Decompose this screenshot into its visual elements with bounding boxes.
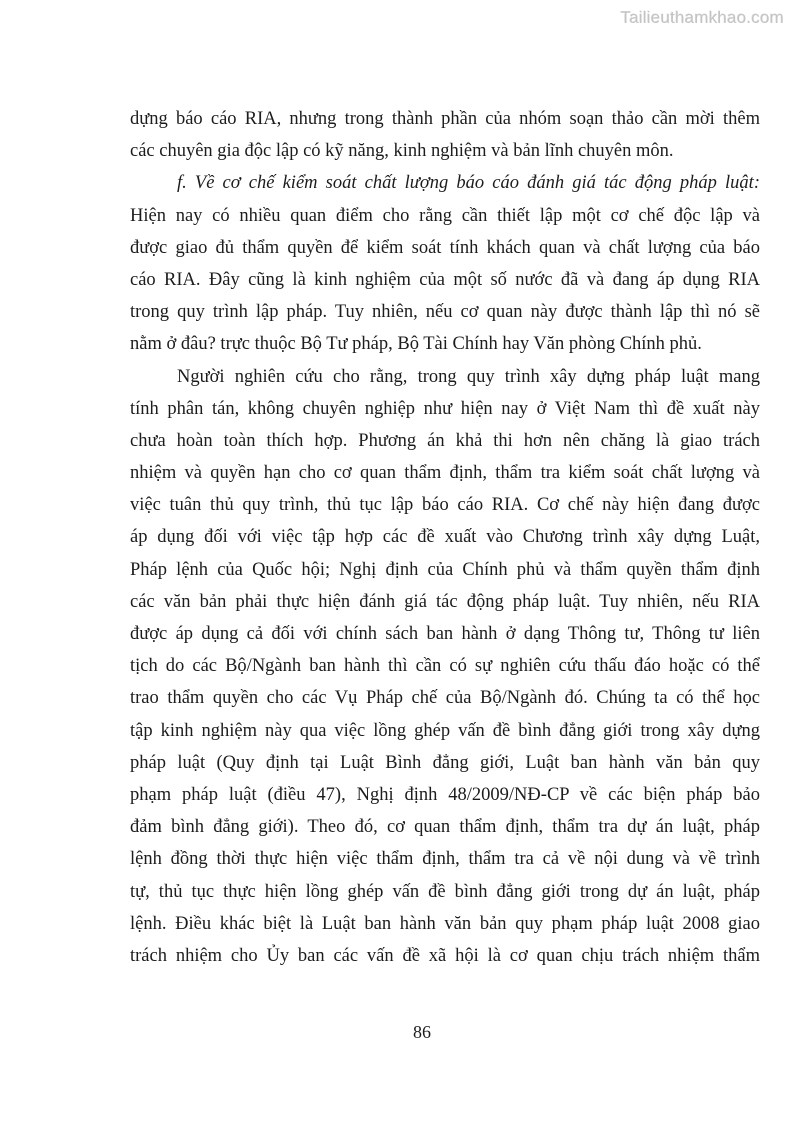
text-line: nằm ở đâu? trực thuộc Bộ Tư pháp, Bộ Tài Chính hay Văn phòng Chính phủ. bbox=[130, 334, 702, 355]
text-line: Hiện nay có nhiều quan điểm cho rằng cần thiết lập một cơ chế độc lập và bbox=[130, 205, 760, 226]
text-line: f. Về cơ chế kiểm soát chất lượng báo cáo đánh giá tác động pháp luật: bbox=[177, 173, 760, 194]
text-line: lệnh đồng thời thực hiện việc thẩm định, thẩm tra cả về nội dung và về trình bbox=[130, 849, 760, 870]
text-line: cáo RIA. Đây cũng là kinh nghiệm của một số nước đã và đang áp dụng RIA bbox=[130, 269, 760, 290]
text-line: đảm bình đẳng giới). Theo đó, cơ quan thẩm định, thẩm tra dự án luật, pháp bbox=[130, 817, 760, 838]
text-line: được áp dụng cả đối với chính sách ban hành ở dạng Thông tư, Thông tư liên bbox=[130, 624, 760, 644]
text-line: các chuyên gia độc lập có kỹ năng, kinh nghiệm và bản lĩnh chuyên môn. bbox=[130, 141, 674, 162]
document-body bbox=[130, 103, 760, 972]
page-number: 86 bbox=[413, 1022, 431, 1042]
text-line: việc tuân thủ quy trình, thủ tục lập báo cáo RIA. Cơ chế này hiện đang được bbox=[130, 495, 760, 516]
text-line: phạm pháp luật (điều 47), Nghị định 48/2009/NĐ-CP về các biện pháp bảo bbox=[130, 784, 760, 805]
text-line: pháp luật (Quy định tại Luật Bình đẳng giới, Luật ban hành văn bản quy bbox=[130, 752, 760, 773]
text-line: trong quy trình lập pháp. Tuy nhiên, nếu cơ quan này được thành lập thì nó sẽ bbox=[130, 302, 760, 323]
text-line: tính phân tán, không chuyên nghiệp như hiện nay ở Việt Nam thì đề xuất này bbox=[130, 398, 760, 419]
text-line: tập kinh nghiệm này qua việc lồng ghép vấn đề bình đẳng giới trong xây dựng bbox=[130, 720, 760, 741]
text-line: Người nghiên cứu cho rằng, trong quy trình xây dựng pháp luật mang bbox=[177, 366, 760, 387]
text-line: được giao đủ thẩm quyền để kiểm soát tính khách quan và chất lượng của báo bbox=[130, 237, 760, 258]
text-line: trao thẩm quyền cho các Vụ Pháp chế của Bộ/Ngành đó. Chúng ta có thể học bbox=[130, 688, 760, 709]
watermark: Tailieuthamkhao.com bbox=[620, 8, 784, 27]
text-line: các văn bản phải thực hiện đánh giá tác động pháp luật. Tuy nhiên, nếu RIA bbox=[130, 591, 760, 612]
text-line: áp dụng đối với việc tập hợp các đề xuất vào Chương trình xây dựng Luật, bbox=[130, 527, 760, 548]
text-line: tịch do các Bộ/Ngành ban hành thì cần có sự nghiên cứu thấu đáo hoặc có thể bbox=[130, 656, 760, 677]
text-line: dựng báo cáo RIA, nhưng trong thành phần của nhóm soạn thảo cần mời thêm bbox=[130, 109, 760, 129]
text-line: tự, thủ tục thực hiện lồng ghép vấn đề bình đẳng giới trong dự án luật, pháp bbox=[130, 881, 760, 902]
text-line: nhiệm và quyền hạn cho cơ quan thẩm định, thẩm tra kiểm soát chất lượng và bbox=[130, 463, 760, 484]
text-line: lệnh. Điều khác biệt là Luật ban hành văn bản quy phạm pháp luật 2008 giao bbox=[130, 913, 760, 934]
text-line: trách nhiệm cho Ủy ban các vấn đề xã hội là cơ quan chịu trách nhiệm thẩm bbox=[130, 945, 760, 966]
text-line: chưa hoàn toàn thích hợp. Phương án khả thi hơn nên chăng là giao trách bbox=[130, 430, 760, 451]
text-line: Pháp lệnh của Quốc hội; Nghị định của Chính phủ và thẩm quyền thẩm định bbox=[130, 559, 760, 580]
